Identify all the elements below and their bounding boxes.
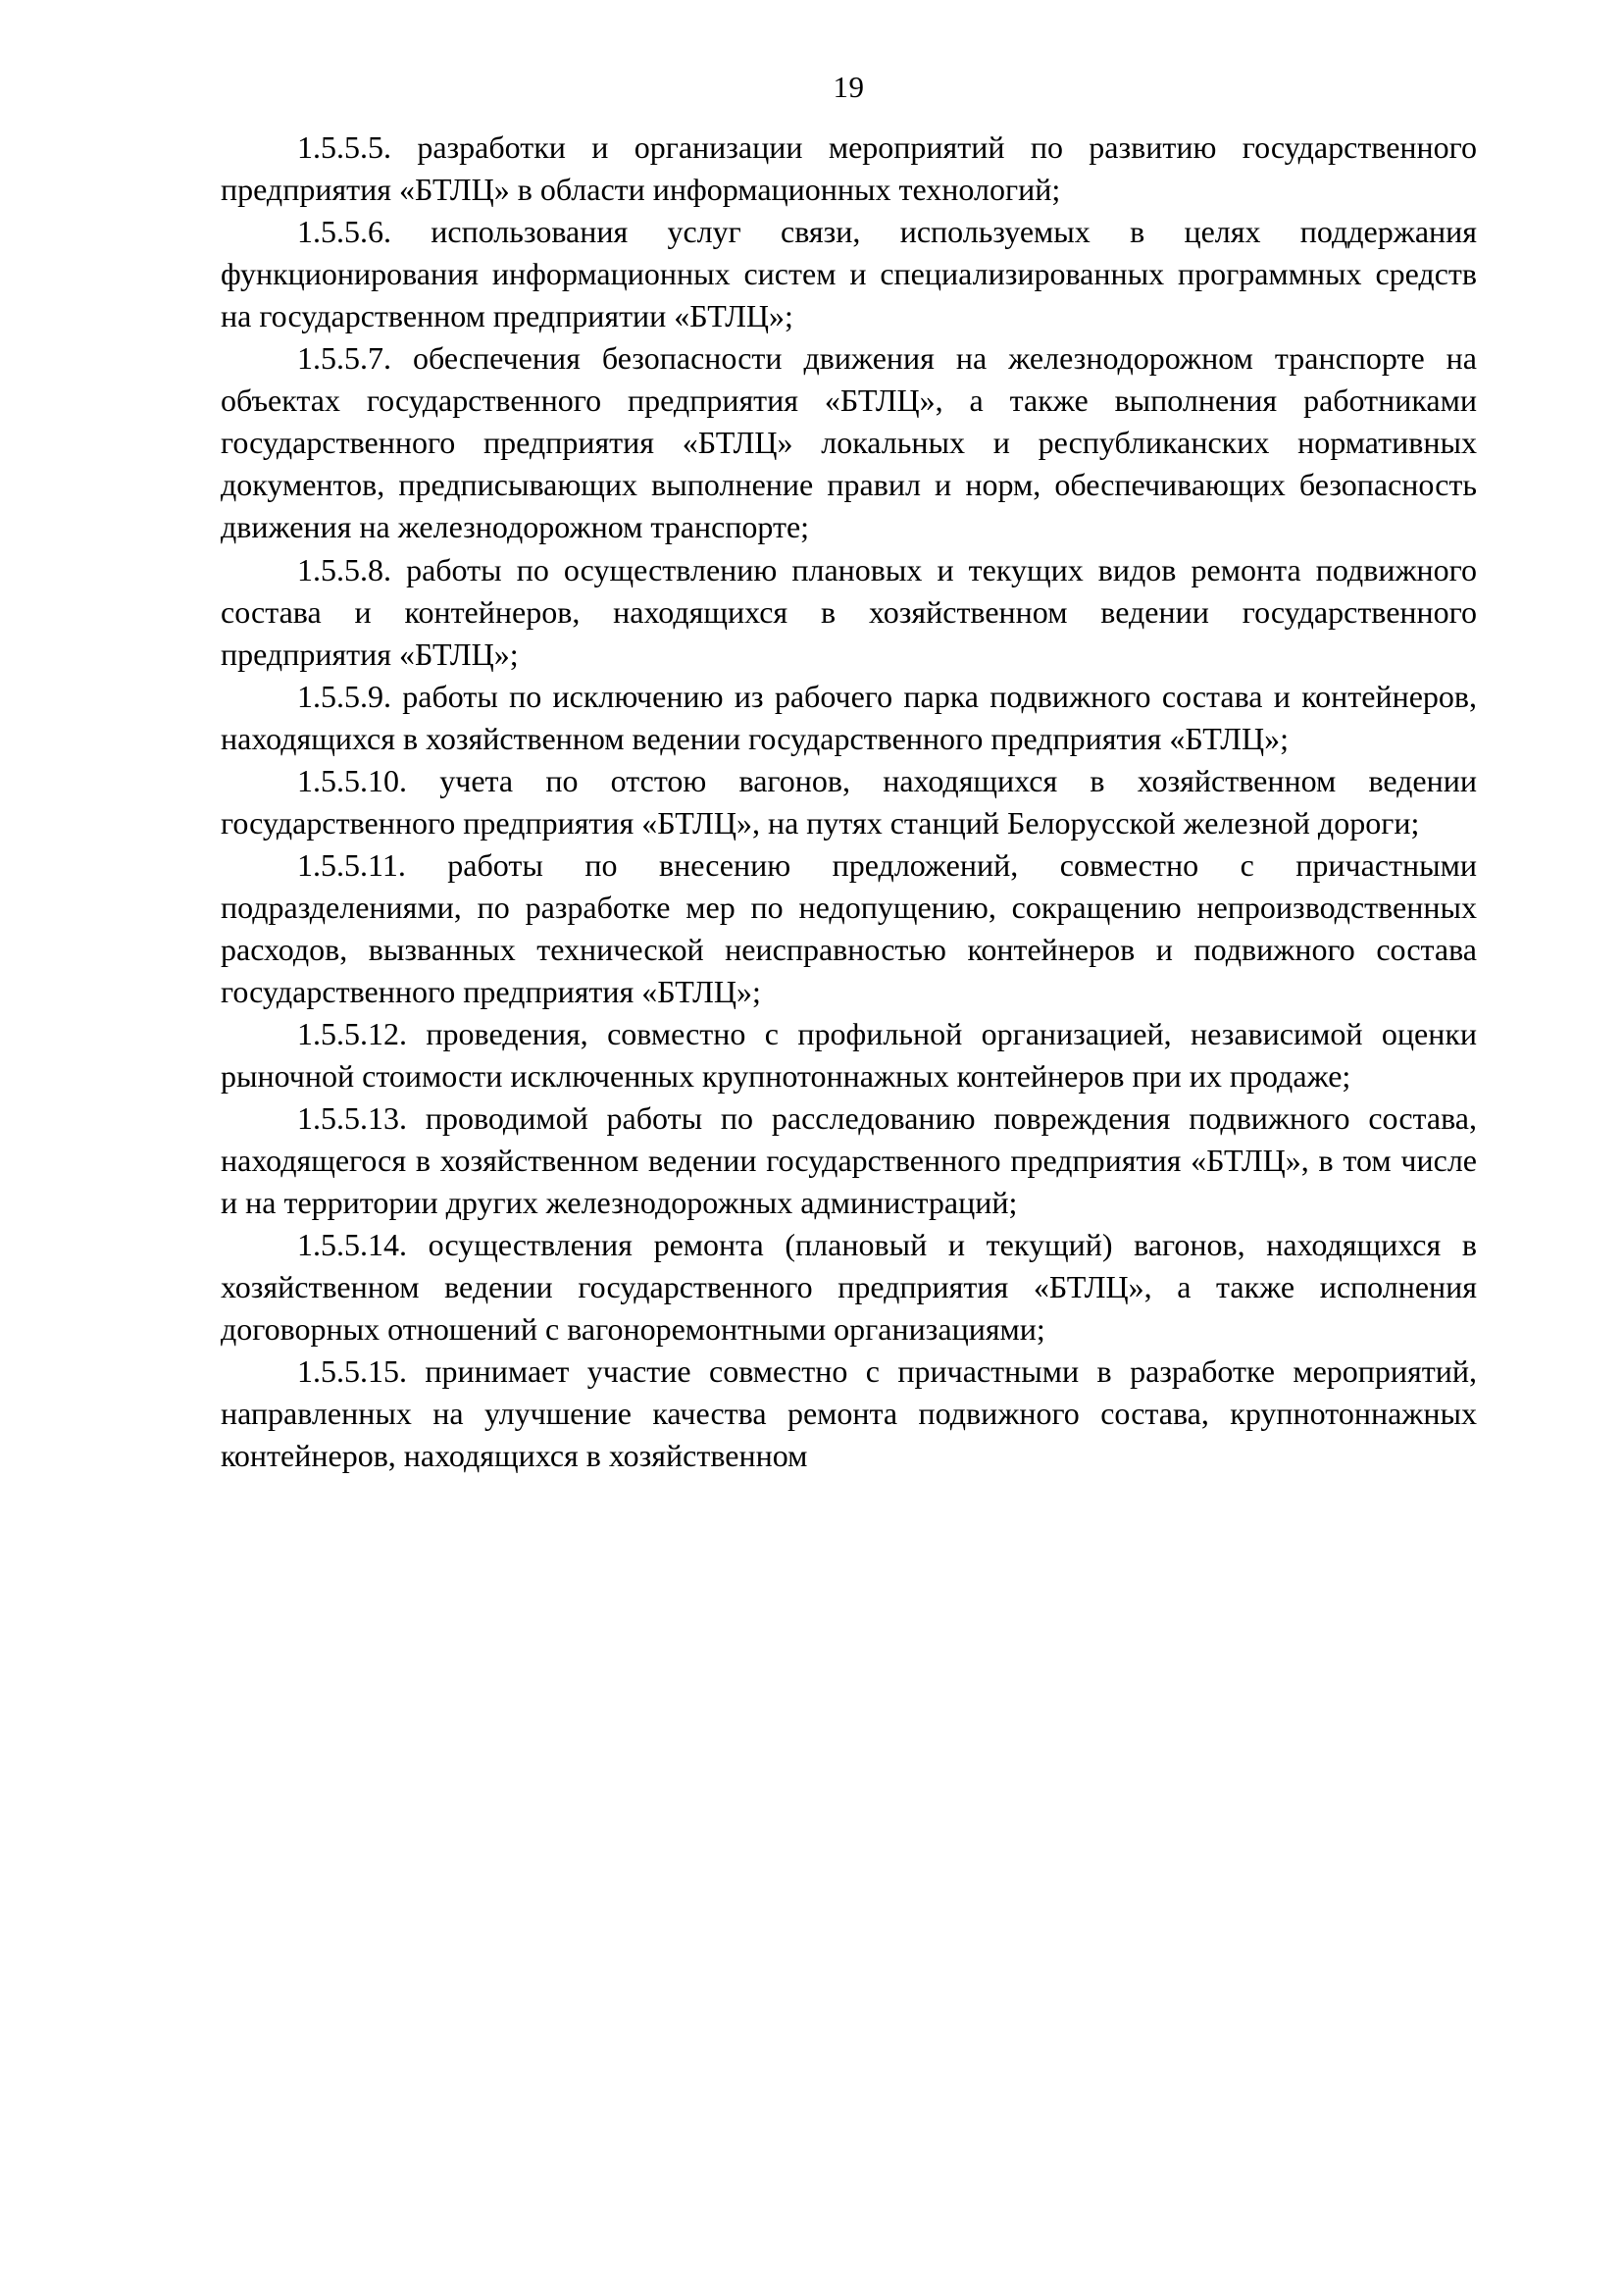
paragraph: 1.5.5.8. работы по осуществлению плановых и текущих видов ремонта подвижного состава и контейнеров, находящихся в хозяйственном ведении государственного предприятия «БТЛЦ»;	[221, 551, 1477, 672]
document-body	[221, 127, 1477, 1477]
page-number: 19	[833, 70, 865, 104]
paragraph: 1.5.5.10. учета по отстою вагонов, находящихся в хозяйственном ведении государственного предприятия «БТЛЦ», на путях станций Белорусской железной дороги;	[221, 762, 1477, 841]
paragraph: 1.5.5.13. проводимой работы по расследованию повреждения подвижного состава, находящегося в хозяйственном ведении государственного предприятия «БТЛЦ», в том числе и на территории других железнодорожных администраций;	[221, 1099, 1477, 1220]
paragraph: 1.5.5.9. работы по исключению из рабочего парка подвижного состава и контейнеров, находящихся в хозяйственном ведении государственного предприятия «БТЛЦ»;	[221, 678, 1477, 756]
paragraph: 1.5.5.6. использования услуг связи, используемых в целях поддержания функционирования информационных систем и специализированных программных средств на государственном предприятии «БТЛЦ»;	[221, 214, 1477, 334]
paragraph: 1.5.5.11. работы по внесению предложений, совместно с причастными подразделениями, по разработке мер по недопущению, сокращению непроизводственных расходов, вызванных технической неисправностью контейнеров и подвижного состава государственного предприятия «БТЛЦ»;	[221, 846, 1477, 1009]
paragraph: 1.5.5.14. осуществления ремонта (плановый и текущий) вагонов, находящихся в хозяйственном ведении государственного предприятия «БТЛЦ», а также исполнения договорных отношений с вагоноремонтными организациями;	[221, 1227, 1477, 1348]
paragraph: 1.5.5.7. обеспечения безопасности движения на железнодорожном транспорте на объектах государственного предприятия «БТЛЦ», а также выполнения работниками государственного предприятия «БТЛЦ» локальных и республиканских нормативных документов, предписывающих выполнение правил и норм, обеспечивающих безопасность движения на железнодорожном транспорте;	[221, 340, 1477, 545]
paragraph: 1.5.5.15. принимает участие совместно с причастными в разработке мероприятий, направленных на улучшение качества ремонта подвижного состава, крупнотоннажных контейнеров, находящихся в хозяйственном	[221, 1353, 1477, 1474]
paragraph: 1.5.5.5. разработки и организации мероприятий по развитию государственного предприятия «БТЛЦ» в области информационных технологий;	[221, 129, 1477, 208]
paragraph: 1.5.5.12. проведения, совместно с профильной организацией, независимой оценки рыночной стоимости исключенных крупнотоннажных контейнеров при их продаже;	[221, 1015, 1477, 1094]
